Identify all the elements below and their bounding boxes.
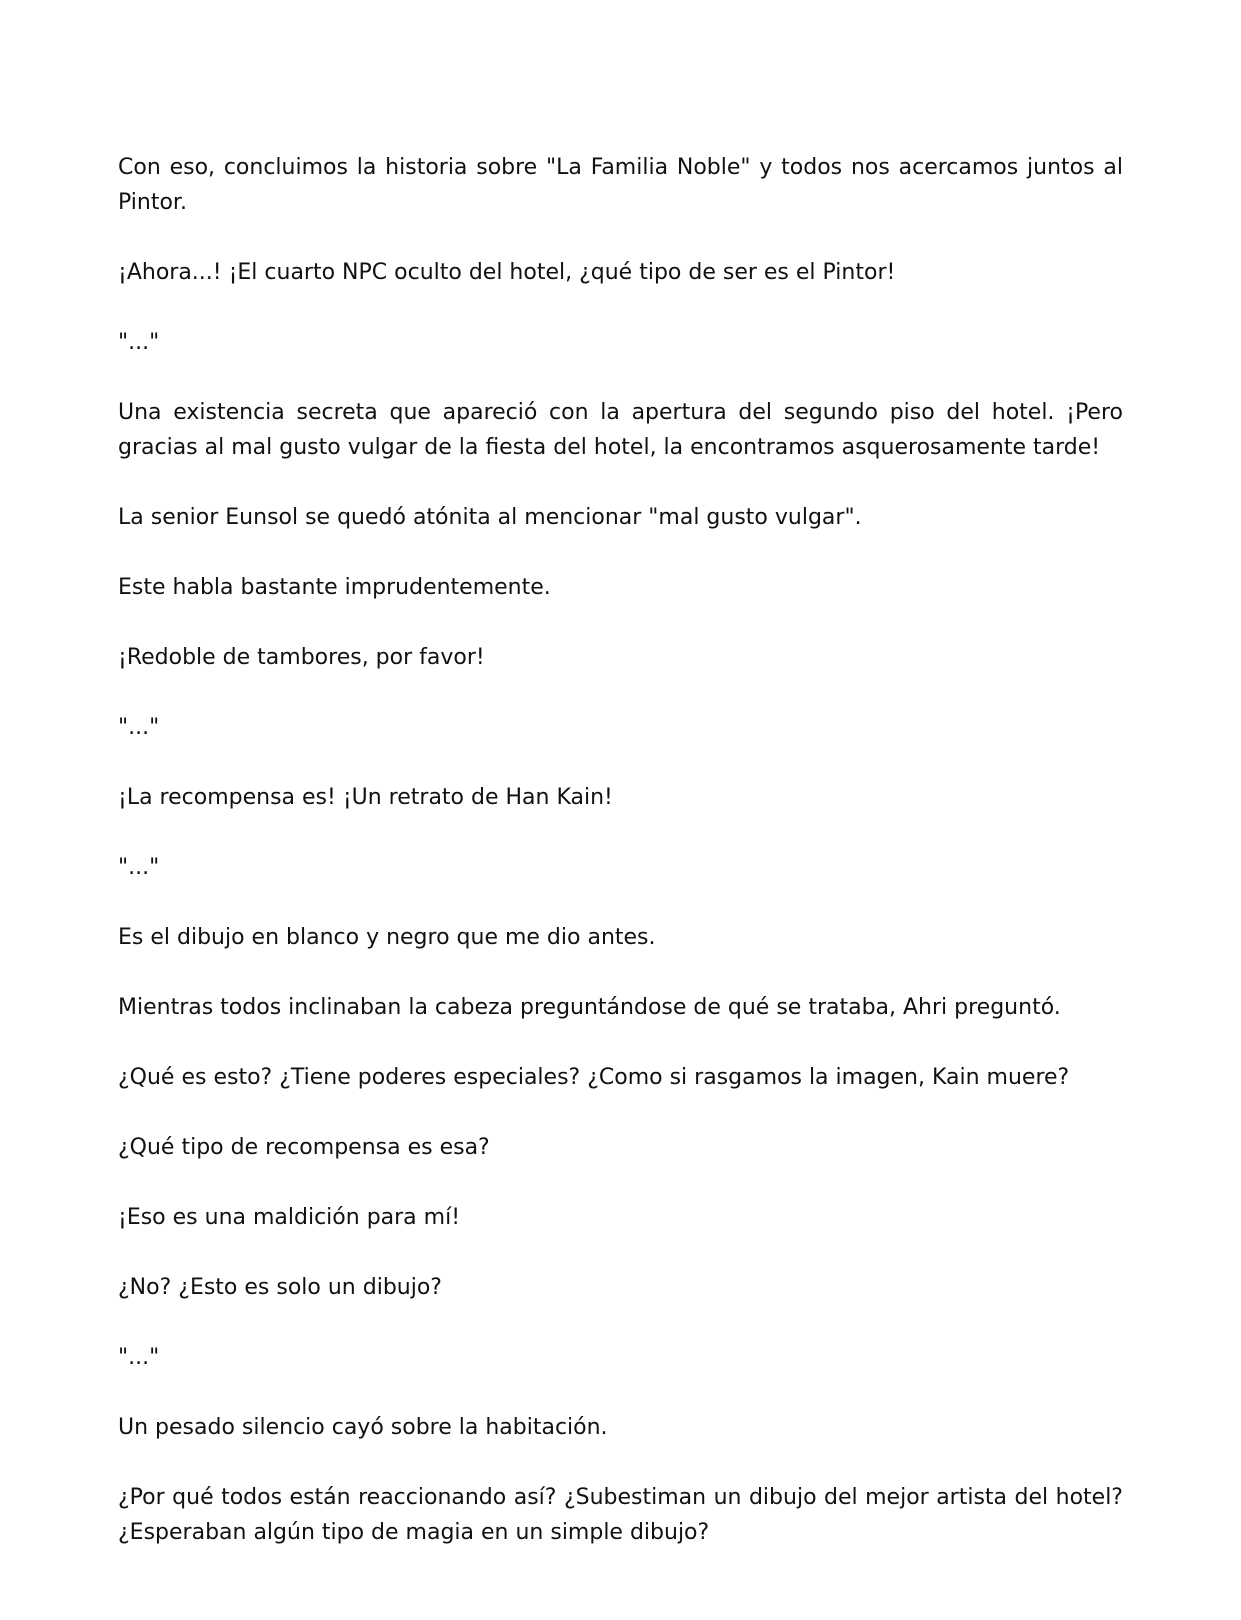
paragraph-5: La senior Eunsol se quedó atónita al mencionar "mal gusto vulgar". — [118, 505, 862, 530]
paragraph-6: Este habla bastante imprudentemente. — [118, 575, 551, 600]
paragraph-10: "..." — [118, 855, 160, 880]
document-body — [118, 150, 1123, 1585]
paragraph-18: Un pesado silencio cayó sobre la habitación. — [118, 1415, 608, 1440]
paragraph-17: "..." — [118, 1345, 160, 1370]
paragraph-8: "..." — [118, 715, 160, 740]
paragraph-3: "..." — [118, 330, 160, 355]
paragraph-14: ¿Qué tipo de recompensa es esa? — [118, 1135, 490, 1160]
paragraph-7: ¡Redoble de tambores, por favor! — [118, 645, 485, 670]
paragraph-19: ¿Por qué todos están reaccionando así? ¿Subestiman un dibujo del mejor artista del hotel? ¿Esperaban algún tipo de magia en un simple dibujo? — [118, 1485, 1123, 1545]
paragraph-1: Con eso, concluimos la historia sobre "La Familia Noble" y todos nos acercamos juntos al Pintor. — [118, 155, 1123, 215]
paragraph-9: ¡La recompensa es! ¡Un retrato de Han Kain! — [118, 785, 613, 810]
paragraph-12: Mientras todos inclinaban la cabeza preguntándose de qué se trataba, Ahri preguntó. — [118, 995, 1061, 1020]
paragraph-4: Una existencia secreta que apareció con la apertura del segundo piso del hotel. ¡Pero gracias al mal gusto vulgar de la fiesta del hotel, la encontramos asquerosamente tarde! — [118, 400, 1123, 460]
paragraph-15: ¡Eso es una maldición para mí! — [118, 1205, 461, 1230]
paragraph-2: ¡Ahora...! ¡El cuarto NPC oculto del hotel, ¿qué tipo de ser es el Pintor! — [118, 260, 896, 285]
paragraph-11: Es el dibujo en blanco y negro que me dio antes. — [118, 925, 656, 950]
paragraph-13: ¿Qué es esto? ¿Tiene poderes especiales? ¿Como si rasgamos la imagen, Kain muere? — [118, 1065, 1070, 1090]
paragraph-16: ¿No? ¿Esto es solo un dibujo? — [118, 1275, 442, 1300]
